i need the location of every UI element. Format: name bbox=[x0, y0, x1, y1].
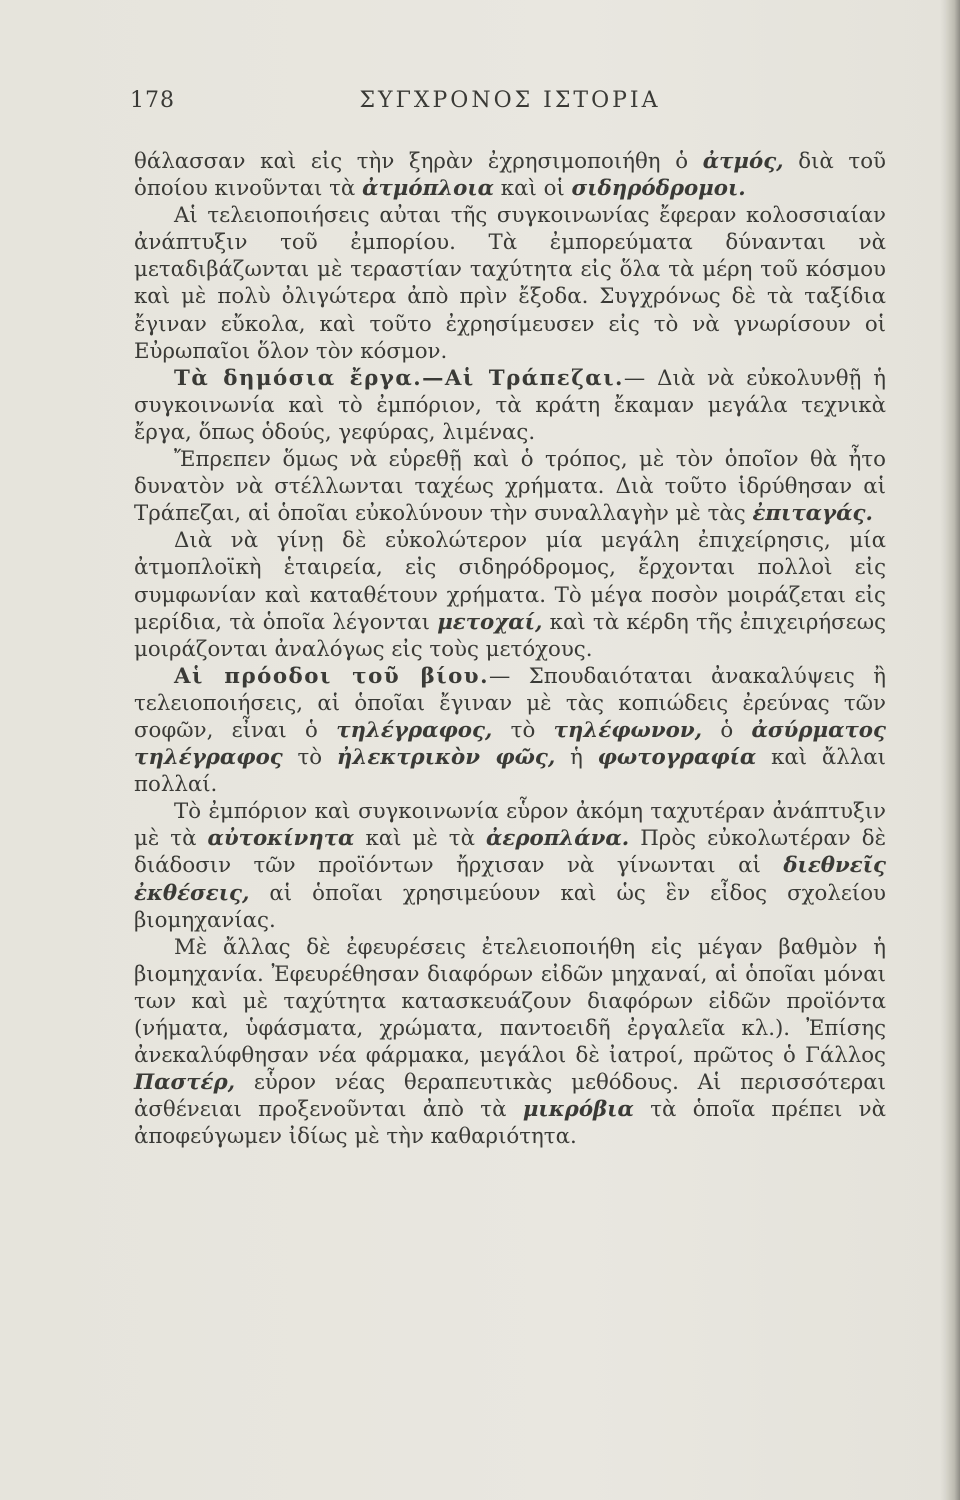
emphasis-term: μετοχαί, bbox=[437, 609, 543, 635]
paragraph-2 bbox=[134, 202, 886, 365]
text-run: αἱ ὁποῖαι χρησιμεύουν καὶ ὡς ἓν εἶδος σχολείου βιομηχανίας. bbox=[134, 880, 886, 933]
text-run: ἡ bbox=[555, 745, 598, 771]
emphasis-term: τηλέφωνον, bbox=[553, 717, 703, 743]
book-edge bbox=[946, 0, 960, 1500]
emphasis-term: διεθνεῖς ἐκθέσεις, bbox=[134, 853, 886, 906]
text-run: εὗρον νέας θεραπευτικὰς μεθόδους. Αἱ περισσότεραι ἀσθένειαι προξενοῦνται ἀπὸ τὰ bbox=[134, 1070, 886, 1123]
text-run: — Σπουδαιόταται ἀνακαλύψεις ἢ τελειοποιήσεις, αἱ ὁποῖαι ἔγιναν μὲ τὰς κοπιώδεις ἐρεύνας τῶν σοφῶν, εἶναι ὁ bbox=[134, 663, 886, 743]
emphasis-term: ἐπιταγάς. bbox=[752, 501, 873, 527]
emphasis-term: ἀεροπλάνα. bbox=[486, 826, 630, 852]
text-run: ὁ bbox=[702, 717, 752, 743]
text-run: θάλασσαν καὶ εἰς τὴν ξηρὰν ἐχρησιμοποιήθη ὁ bbox=[134, 149, 703, 174]
emphasis-term: ἀτμός, bbox=[702, 149, 784, 174]
paragraph-6 bbox=[134, 663, 886, 798]
paragraph-7 bbox=[134, 798, 886, 933]
text-run: Ἔπρεπεν ὅμως νὰ εὑρεθῇ καὶ ὁ τρόπος, μὲ τὸν ὁποῖον θὰ ἦτο δυνατὸν νὰ στέλλωνται ταχέως χρήματα. Διὰ τοῦτο ἱδρύθησαν αἱ Τράπεζαι, αἱ ὁποῖαι εὐκολύνουν τὴν συναλλαγὴν μὲ τὰς bbox=[134, 447, 886, 527]
emphasis-term: σιδηρόδρομοι. bbox=[571, 176, 746, 202]
paragraph-1 bbox=[134, 148, 886, 202]
text-run: τὸ bbox=[492, 717, 554, 743]
text-run: τὰ ὁποῖα πρέπει νὰ ἀποφεύγωμεν ἰδίως μὲ τὴν καθαριότητα. bbox=[134, 1097, 886, 1150]
paragraph-4 bbox=[134, 446, 886, 527]
emphasis-term: ἀσύρματος τηλέγραφος bbox=[134, 717, 886, 771]
text-run: τὸ bbox=[282, 745, 337, 771]
text-run: καὶ τὰ κέρδη τῆς ἐπιχειρήσεως μοιράζονται ἀναλόγως εἰς τοὺς μετόχους. bbox=[134, 609, 886, 662]
section-heading: Αἱ πρόοδοι τοῦ βίου. bbox=[174, 663, 489, 689]
text-run: Τὸ ἐμπόριον καὶ συγκοινωνία εὗρον ἀκόμη ταχυτέραν ἀνάπτυξιν μὲ τὰ bbox=[134, 799, 886, 852]
page-number: 178 bbox=[130, 88, 175, 113]
text-run: διὰ τοῦ ὁποίου κινοῦνται τὰ bbox=[134, 149, 886, 202]
text-run: καὶ μὲ τὰ bbox=[354, 826, 486, 852]
page-header bbox=[130, 88, 890, 124]
text-run: Μὲ ἄλλας δὲ ἐφευρέσεις ἐτελειοποιήθη εἰς μέγαν βαθμὸν ἡ βιομηχανία. Ἐφευρέθησαν διαφόρων εἰδῶν μηχαναί, αἱ ὁποῖαι μόναι των καὶ μὲ ταχύτητα κατασκευάζουν διαφόρων εἰδῶν προϊόντα (νήματα, ὑφάσματα, χρώματα, παντοειδῆ ἐργαλεῖα κλ.). Ἐπίσης ἀνεκαλύφθησαν νέα φάρμακα, μεγάλοι δὲ ἰατροί, πρῶτος ὁ Γάλλος bbox=[134, 934, 886, 1069]
emphasis-term: Παστέρ, bbox=[134, 1070, 236, 1096]
emphasis-term: αὐτοκίνητα bbox=[207, 826, 355, 852]
body-text bbox=[134, 148, 886, 1150]
text-run: Διὰ νὰ γίνῃ δὲ εὐκολώτερον μία μεγάλη ἐπιχείρησις, μία ἀτμοπλοϊκὴ ἑταιρεία, εἰς σιδηρόδρομος, ἔρχονται πολλοὶ εἰς συμφωνίαν καὶ καταθέτουν χρήματα. Τὸ μέγα ποσὸν μοιράζεται εἰς μερίδια, τὰ ὁποῖα λέγονται bbox=[134, 528, 886, 635]
running-title: ΣΥΓΧΡΟΝΟΣ ΙΣΤΟΡΙΑ bbox=[359, 88, 661, 113]
section-heading: Τὰ δημόσια ἔργα.—Αἱ Τράπεζαι. bbox=[174, 365, 624, 391]
paragraph-5 bbox=[134, 527, 886, 662]
text-run: Αἱ τελειοποιήσεις αὐται τῆς συγκοινωνίας ἔφεραν κολοσσιαίαν ἀνάπτυξιν τοῦ ἐμπορίου. Τὰ ἐμπορεύματα δύνανται νὰ μεταδιβάζωνται μὲ τεραστίαν ταχύτητα εἰς ὅλα τὰ μέρη τοῦ κόσμου καὶ μὲ πολὺ ὀλιγώτερα ἀπὸ πρὶν ἔξοδα. Συγχρόνως δὲ τὰ ταξίδια ἔγιναν εὔκολα, καὶ τοῦτο ἐχρησίμευσεν εἰς τὸ νὰ γνωρίσουν οἱ Εὐρωπαῖοι ὅλον τὸν κόσμον. bbox=[134, 203, 886, 364]
text-run: καὶ ἄλλαι πολλαί. bbox=[134, 745, 886, 798]
paragraph-3 bbox=[134, 365, 886, 446]
text-run: — Διὰ νὰ εὐκολυνθῇ ἡ συγκοινωνία καὶ τὸ ἐμπόριον, τὰ κράτη ἔκαμαν μεγάλα τεχνικὰ ἔργα, ὅπως ὁδούς, γεφύρας, λιμένας. bbox=[134, 365, 886, 445]
text-run: Πρὸς εὐκολωτέραν δὲ διάδοσιν τῶν προϊόντων ἤρχισαν νὰ γίνωνται αἱ bbox=[134, 826, 886, 879]
emphasis-term: μικρόβια bbox=[522, 1097, 634, 1123]
text-run: καὶ οἱ bbox=[494, 176, 572, 202]
emphasis-term: τηλέγραφος, bbox=[336, 717, 493, 743]
paragraph-8 bbox=[134, 934, 886, 1151]
emphasis-term: ἠλεκτρικὸν φῶς, bbox=[336, 745, 556, 771]
emphasis-term: φωτογραφία bbox=[597, 745, 757, 771]
emphasis-term: ἀτμόπλοια bbox=[362, 176, 495, 202]
